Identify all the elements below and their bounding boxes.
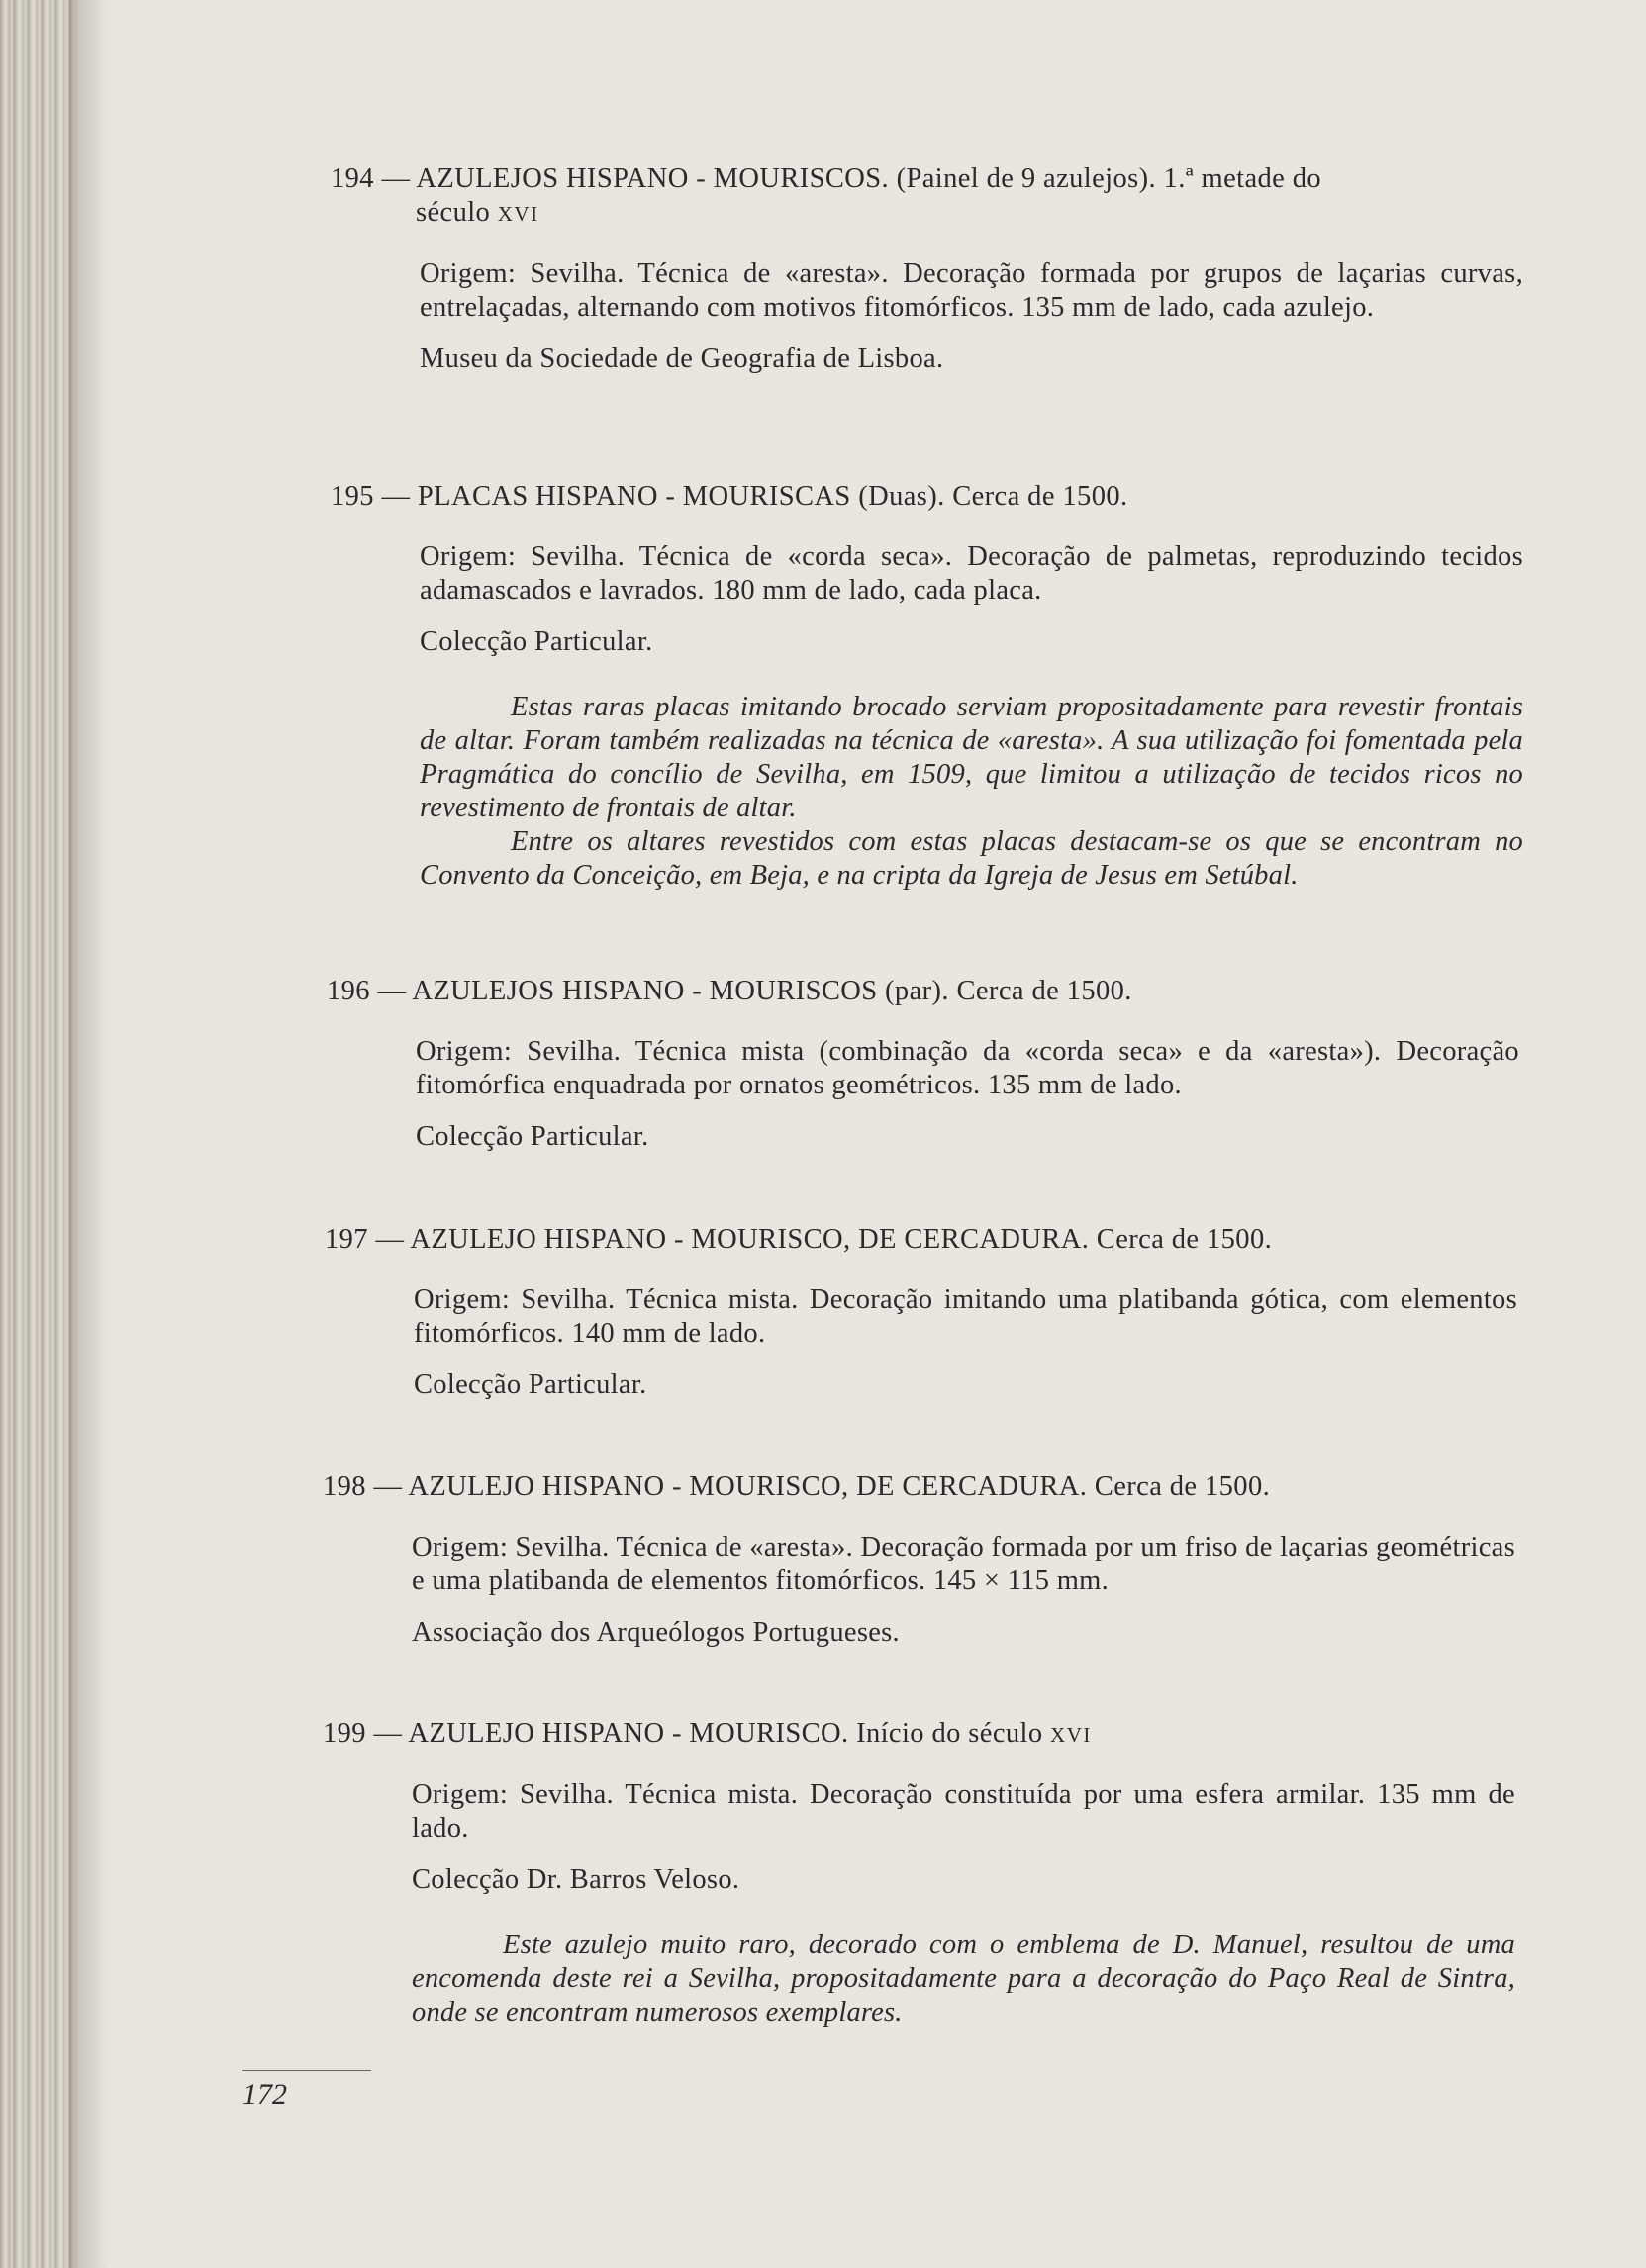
entry-note-text: Este azulejo muito raro, decorado com o emblema de D. Manuel, resultou de uma encomenda deste rei a Sevilha, propositadamente para a decoração do Paço Real de Sintra, onde se encontram numerosos exemplares. — [412, 1930, 1515, 2028]
entry-description: Origem: Sevilha. Técnica mista. Decoração constituída por uma esfera armilar. 135 mm de lado. — [412, 1779, 1515, 1843]
entry-location: Colecção Particular. — [416, 1121, 649, 1152]
entry-title: AZULEJOS HISPANO - MOURISCOS. (Painel de 9 azulejos). 1.ª metade do — [416, 163, 1322, 194]
century: XVI — [497, 202, 539, 226]
entry-note — [420, 691, 1523, 825]
entry-number: 194 — [331, 163, 374, 194]
entry-location: Associação dos Arqueólogos Portugueses. — [412, 1617, 900, 1648]
catalog-entry-197 — [325, 1223, 1517, 1402]
century: XVI — [1050, 1723, 1092, 1747]
entry-heading — [323, 1470, 1515, 1504]
entry-heading — [331, 480, 1523, 514]
entry-title: AZULEJO HISPANO - MOURISCO, DE CERCADURA. Cerca de 1500. — [410, 1224, 1273, 1255]
entry-heading — [325, 1223, 1517, 1257]
catalog-entry-196 — [327, 975, 1519, 1154]
entry-description: Origem: Sevilha. Técnica mista (combinação da «corda seca» e da «aresta»). Decoração fitomórfica enquadrada por ornatos geométricos. 135 mm de lado. — [416, 1036, 1519, 1100]
entry-note — [420, 825, 1523, 893]
dash: — — [373, 1718, 403, 1748]
entry-location: Colecção Particular. — [414, 1370, 647, 1400]
catalog-entry-195 — [331, 480, 1523, 893]
catalog-entry-199 — [323, 1717, 1515, 2030]
entry-description: Origem: Sevilha. Técnica de «corda seca». Decoração de palmetas, reproduzindo tecidos adamascados e lavrados. 180 mm de lado, cada placa. — [420, 541, 1523, 606]
entry-number: 198 — [323, 1471, 366, 1502]
entry-title-cont: século — [416, 197, 491, 228]
entry-description: Origem: Sevilha. Técnica de «aresta». Decoração formada por um friso de laçarias geométricas e uma platibanda de elementos fitomórficos. 145 × 115 mm. — [412, 1532, 1515, 1596]
entry-title: PLACAS HISPANO - MOURISCAS (Duas). Cerca de 1500. — [417, 481, 1128, 512]
entry-heading — [323, 1717, 1515, 1751]
dash: — — [375, 1224, 405, 1255]
catalog-entry-194 — [331, 162, 1523, 376]
entry-heading — [331, 162, 1523, 196]
dash: — — [381, 481, 411, 512]
entry-number: 195 — [331, 481, 374, 512]
gutter-shadow — [69, 0, 109, 2268]
entry-title: AZULEJO HISPANO - MOURISCO. Início do século — [408, 1718, 1043, 1748]
entry-number: 197 — [325, 1224, 368, 1255]
entry-location: Colecção Dr. Barros Veloso. — [412, 1864, 740, 1895]
entry-note-text: Estas raras placas imitando brocado serviam propositadamente para revestir frontais de altar. Foram também realizadas na técnica de «aresta». A sua utilização foi fomentada pela Pragmática do concílio de Sevilha, em 1509, que limitou a utilização de tecidos ricos no revestimento de frontais de altar. — [420, 692, 1523, 823]
dash: — — [381, 163, 411, 194]
entry-heading — [327, 975, 1519, 1008]
folio-rule — [242, 2070, 371, 2071]
entry-location: Museu da Sociedade de Geografia de Lisboa. — [420, 343, 944, 374]
entry-heading-cont — [331, 196, 1523, 231]
entry-description: Origem: Sevilha. Técnica mista. Decoração imitando uma platibanda gótica, com elementos fitomórficos. 140 mm de lado. — [414, 1284, 1517, 1349]
entry-title: AZULEJO HISPANO - MOURISCO, DE CERCADURA. Cerca de 1500. — [408, 1471, 1271, 1502]
entry-location: Colecção Particular. — [420, 626, 653, 657]
entry-number: 199 — [323, 1718, 366, 1748]
book-binding-edge — [0, 0, 77, 2268]
entry-title: AZULEJOS HISPANO - MOURISCOS (par). Cerca de 1500. — [412, 976, 1132, 1006]
dash: — — [373, 1471, 403, 1502]
catalog-entry-198 — [323, 1470, 1515, 1650]
page-number: 172 — [242, 2078, 287, 2111]
dash: — — [377, 976, 407, 1006]
entry-description: Origem: Sevilha. Técnica de «aresta». Decoração formada por grupos de laçarias curvas, entrelaçadas, alternando com motivos fitomórficos. 135 mm de lado, cada azulejo. — [420, 258, 1523, 323]
entry-number: 196 — [327, 976, 370, 1006]
entry-note-text: Entre os altares revestidos com estas placas destacam-se os que se encontram no Convento da Conceição, em Beja, e na cripta da Igreja de Jesus em Setúbal. — [420, 826, 1523, 891]
entry-note — [412, 1929, 1515, 2030]
